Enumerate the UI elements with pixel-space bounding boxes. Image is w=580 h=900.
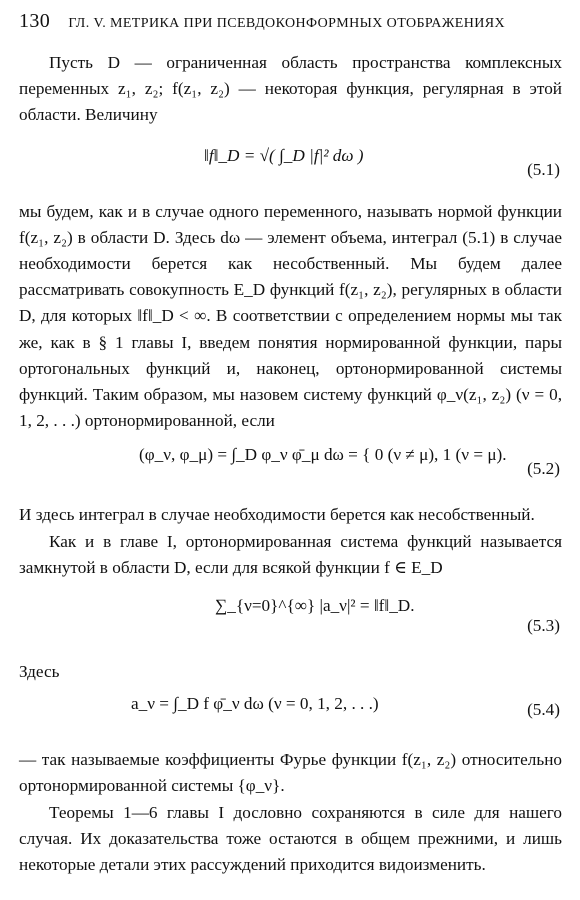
formula-number: (5.1) bbox=[527, 159, 560, 179]
page-number: 130 bbox=[19, 10, 51, 32]
formula-5-3 bbox=[19, 581, 562, 659]
formula-5-1 bbox=[19, 129, 562, 199]
formula-5-4 bbox=[19, 685, 562, 747]
formula-number: (5.4) bbox=[527, 700, 560, 720]
formula-5-2 bbox=[19, 434, 562, 502]
formula-body: ∑_{ν=0}^{∞} |a_ν|² = ‖f‖_D. bbox=[215, 596, 415, 616]
page-body bbox=[19, 50, 562, 878]
paragraph-7: Теоремы 1—6 главы I дословно сохраняются в силе для нашего случая. Их доказательства тоже остаются в общем прежними, и лишь некоторые детали этих рассуждений приходится видоизменить. bbox=[19, 802, 562, 875]
paragraph-5: Здесь bbox=[19, 662, 60, 682]
formula-body: ‖f‖_D = √( ∫_D |f|² dω ) bbox=[204, 145, 364, 165]
formula-number: (5.2) bbox=[527, 459, 560, 479]
formula-number: (5.3) bbox=[527, 616, 560, 636]
paragraph-3: И здесь интеграл в случае необходимости берется как несобственный. bbox=[19, 505, 535, 525]
paragraph-2: мы будем, как и в случае одного переменного, называть нормой функции f(z₁, z₂) в области D. Здесь dω — элемент объема, интеграл (5.1) в случае необходимости берется как несобственный. Мы будем далее рассматривать совокупность E_D функций f(z₁, z₂), регулярных в области D, для которых ‖f‖_D < ∞. В соответствии с определением нормы мы так же, как в § 1 главы I, введем понятия нормированной функции, пары ортогональных функций и, наконец, ортонормированной системы функций. Таким образом, мы назовем систему функций φ_ν(z₁, z₂) (ν = 0, 1, 2, . . .) ортонормированной, если bbox=[19, 201, 562, 431]
running-header bbox=[19, 10, 564, 36]
paragraph-6: — так называемые коэффициенты Фурье функции f(z₁, z₂) относительно ортонормированной системы {φ_ν}. bbox=[19, 750, 562, 796]
chapter-title: ГЛ. V. МЕТРИКА ПРИ ПСЕВДОКОНФОРМНЫХ ОТОБРАЖЕНИЯХ bbox=[68, 16, 505, 31]
formula-body: (φ_ν, φ_μ) = ∫_D φ_ν φ̄_μ dω = { 0 (ν ≠ μ), 1 (ν = μ). bbox=[139, 445, 507, 465]
paragraph-1: Пусть D — ограниченная область пространства комплексных переменных z₁, z₂; f(z₁, z₂) — некоторая функция, регулярная в этой области. Величину bbox=[19, 53, 562, 125]
formula-body: a_ν = ∫_D f φ̄_ν dω (ν = 0, 1, 2, . . .) bbox=[131, 694, 379, 714]
paragraph-4: Как и в главе I, ортонормированная система функций называется замкнутой в области D, если для всякой функции f ∈ E_D bbox=[19, 531, 562, 577]
